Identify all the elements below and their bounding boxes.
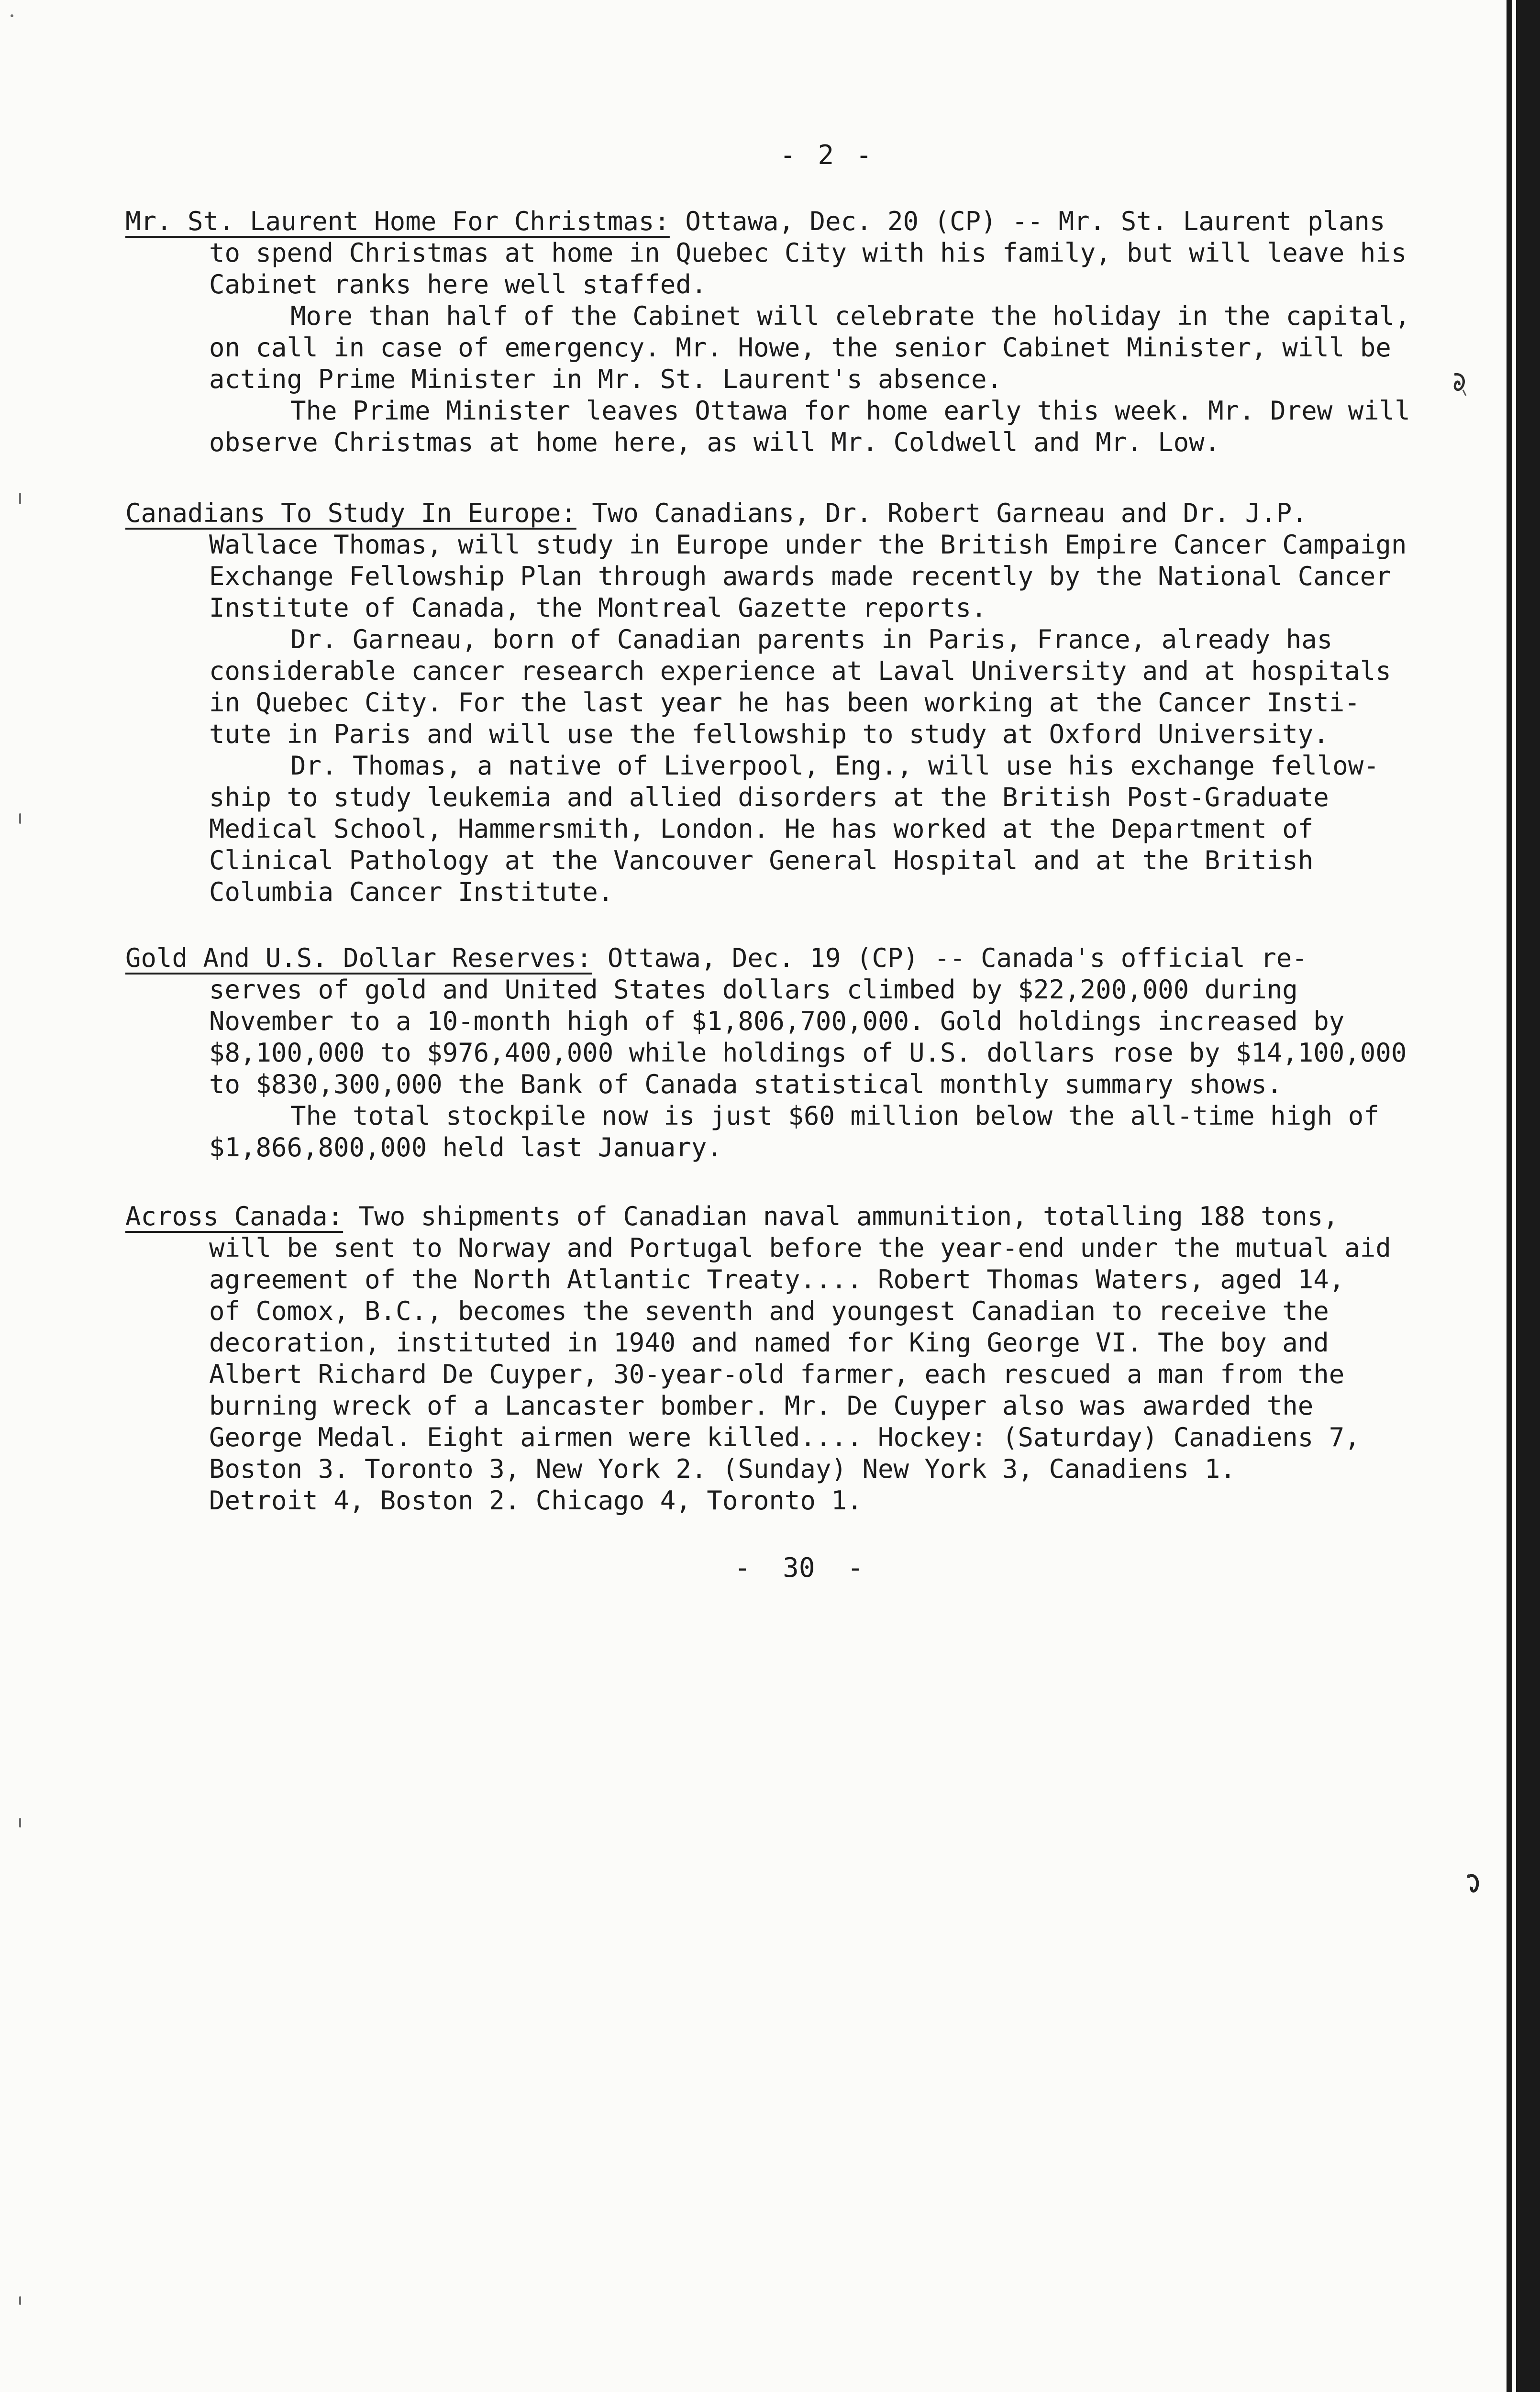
scan-speck <box>19 813 21 824</box>
article-line: tute in Paris and will use the fellowship to study at Oxford University. <box>209 719 1329 749</box>
article-line: Exchange Fellowship Plan through awards made recently by the National Cancer <box>209 561 1391 591</box>
article-line: serves of gold and United States dollars climbed by $22,200,000 during <box>209 975 1298 1005</box>
article-line: Columbia Cancer Institute. <box>209 877 614 907</box>
article-across-canada <box>125 1201 1455 1517</box>
article-gold-reserves <box>125 942 1455 1163</box>
article-heading: Canadians To Study In Europe: <box>125 498 576 528</box>
article-line: Boston 3. Toronto 3, New York 2. (Sunday) New York 3, Canadiens 1. <box>209 1454 1236 1484</box>
article-line: George Medal. Eight airmen were killed.... Hockey: (Saturday) Canadiens 7, <box>209 1422 1360 1452</box>
article-line: on call in case of emergency. Mr. Howe, the senior Cabinet Minister, will be <box>209 332 1391 363</box>
article-line: of Comox, B.C., becomes the seventh and youngest Canadian to receive the <box>209 1296 1329 1326</box>
article-first-line: Across Canada: Two shipments of Canadian naval ammunition, totalling 188 tons, <box>125 1201 1339 1231</box>
article-line: More than half of the Cabinet will celebrate the holiday in the capital, <box>290 301 1410 331</box>
scan-speck <box>19 1818 21 1827</box>
article-line: acting Prime Minister in Mr. St. Laurent's absence. <box>209 364 1003 394</box>
article-line: The Prime Minister leaves Ottawa for home early this week. Mr. Drew will <box>290 396 1410 426</box>
article-line: Dr. Thomas, a native of Liverpool, Eng., will use his exchange fellow- <box>290 751 1379 781</box>
scan-speck <box>19 493 21 504</box>
article-heading: Mr. St. Laurent Home For Christmas: <box>125 206 670 236</box>
article-line: Institute of Canada, the Montreal Gazette reports. <box>209 593 987 623</box>
article-st-laurent <box>125 206 1455 458</box>
article-line: observe Christmas at home here, as will Mr. Coldwell and Mr. Low. <box>209 427 1220 457</box>
article-line: $1,866,800,000 held last January. <box>209 1132 722 1163</box>
article-line: $8,100,000 to $976,400,000 while holdings of U.S. dollars rose by $14,100,000 <box>209 1038 1407 1068</box>
scan-speck <box>19 2296 21 2305</box>
article-line: Wallace Thomas, will study in Europe under the British Empire Cancer Campaign <box>209 530 1407 560</box>
article-line: to spend Christmas at home in Quebec City with his family, but will leave his <box>209 238 1407 268</box>
ink-smudge-icon <box>1464 1871 1483 1897</box>
article-line: decoration, instituted in 1940 and named for King George VI. The boy and <box>209 1328 1329 1358</box>
article-line: Dr. Garneau, born of Canadian parents in Paris, France, already has <box>290 624 1333 654</box>
page-number-top: - 2 - <box>780 140 875 171</box>
article-first-line: Canadians To Study In Europe: Two Canadians, Dr. Robert Garneau and Dr. J.P. <box>125 498 1307 528</box>
article-canadians-study <box>125 498 1455 908</box>
article-line: ship to study leukemia and allied disorders at the British Post-Graduate <box>209 782 1329 812</box>
page-edge-border <box>1507 0 1540 2392</box>
article-first-line: Mr. St. Laurent Home For Christmas: Ottawa, Dec. 20 (CP) -- Mr. St. Laurent plans <box>125 206 1385 236</box>
article-line: will be sent to Norway and Portugal before the year-end under the mutual aid <box>209 1233 1391 1263</box>
article-line: burning wreck of a Lancaster bomber. Mr. De Cuyper also was awarded the <box>209 1391 1314 1421</box>
article-line: Medical School, Hammersmith, London. He has worked at the Department of <box>209 814 1314 844</box>
article-line: to $830,300,000 the Bank of Canada statistical monthly summary shows. <box>209 1069 1283 1099</box>
article-line: Cabinet ranks here well staffed. <box>209 269 707 299</box>
ink-smudge-icon <box>1450 371 1469 398</box>
article-line: considerable cancer research experience at Laval University and at hospitals <box>209 656 1391 686</box>
article-line: Albert Richard De Cuyper, 30-year-old farmer, each rescued a man from the <box>209 1359 1345 1389</box>
article-line: Clinical Pathology at the Vancouver General Hospital and at the British <box>209 845 1314 875</box>
article-heading: Gold And U.S. Dollar Reserves: <box>125 943 592 973</box>
article-line: in Quebec City. For the last year he has been working at the Cancer Insti- <box>209 687 1360 718</box>
article-line: The total stockpile now is just $60 million below the all-time high of <box>290 1101 1379 1131</box>
article-first-line: Gold And U.S. Dollar Reserves: Ottawa, Dec. 19 (CP) -- Canada's official re- <box>125 943 1307 973</box>
article-line: Detroit 4, Boston 2. Chicago 4, Toronto 1. <box>209 1485 863 1516</box>
scan-speck <box>11 14 13 17</box>
article-line: agreement of the North Atlantic Treaty.... Robert Thomas Waters, aged 14, <box>209 1264 1345 1295</box>
page-number-bottom: - 30 - <box>734 1552 864 1584</box>
article-line: November to a 10-month high of $1,806,700,000. Gold holdings increased by <box>209 1006 1345 1036</box>
article-heading: Across Canada: <box>125 1201 343 1231</box>
